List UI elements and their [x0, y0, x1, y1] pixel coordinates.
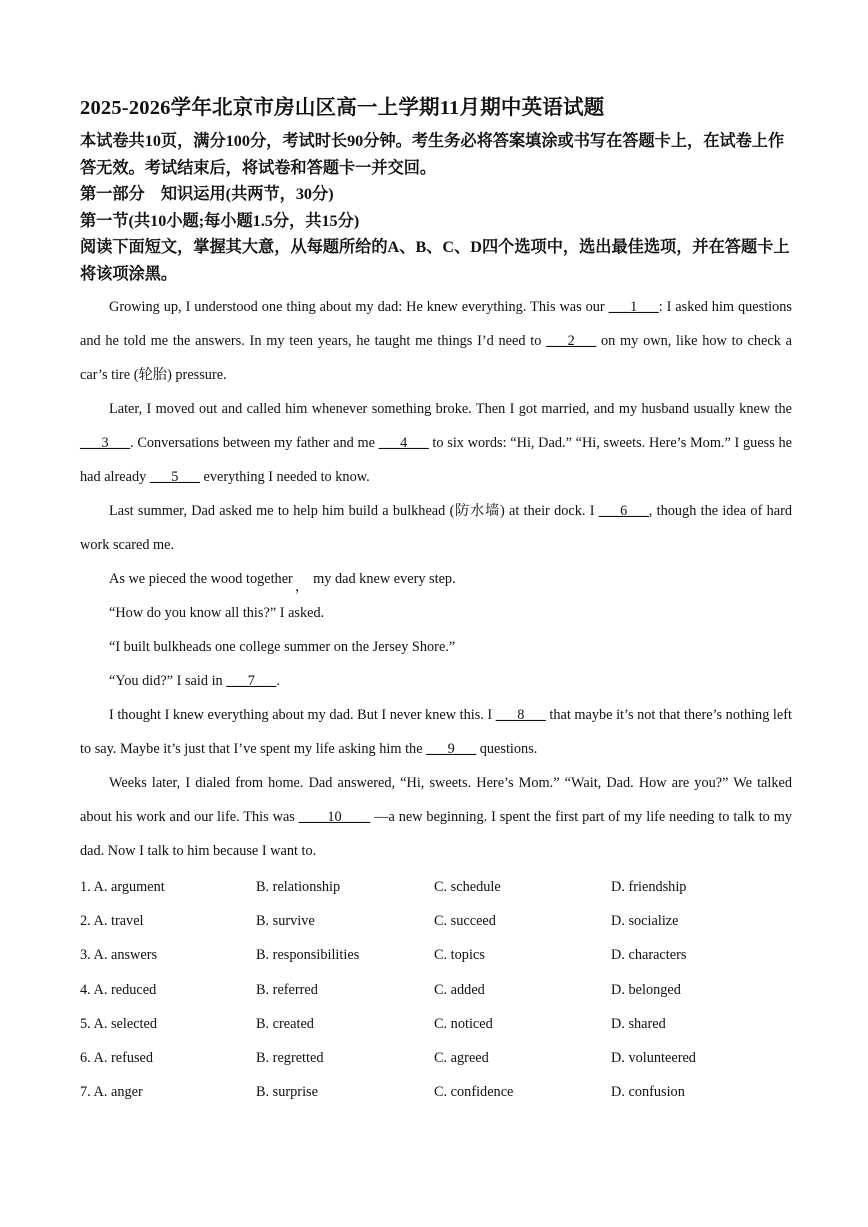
exam-notice: 本试卷共10页，满分100分，考试时长90分钟。考生务必将答案填涂或书写在答题卡上，在试卷上作答无效。考试结束后，将试卷和答题卡一并交回。: [80, 132, 785, 177]
cloze-passage: [80, 290, 792, 868]
blank-2: ___2___: [546, 333, 597, 349]
section-heading: 第一节(共10小题;每小题1.5分，共15分): [80, 211, 360, 230]
passage-paragraph: [80, 698, 792, 766]
option-c: C. succeed: [434, 913, 496, 930]
passage-text: on my own, like how to check a car’s tire (轮胎) pressure.: [80, 333, 792, 383]
option-row: [80, 982, 792, 1016]
option-row: [80, 879, 792, 913]
option-row: [80, 1050, 792, 1084]
comma-mark: ，: [294, 579, 310, 595]
answer-options: [80, 879, 792, 1118]
passage-paragraph: “How do you know all this?” I asked.: [109, 605, 325, 621]
blank-9: ___9___: [426, 741, 477, 757]
passage-text: my dad knew every step.: [313, 571, 456, 587]
passage-text: questions.: [476, 741, 538, 757]
option-row: [80, 1016, 792, 1050]
option-a: 5. A. selected: [80, 1015, 158, 1032]
blank-6: ___6___: [598, 503, 649, 519]
option-b: B. relationship: [256, 879, 341, 895]
blank-10: ____10____: [298, 809, 371, 825]
blank-3: ___3___: [80, 435, 131, 451]
passage-paragraph: [80, 766, 792, 868]
passage-text: “You did?” I said in: [109, 673, 227, 689]
passage-text: . Conversations between my father and me: [130, 435, 379, 451]
passage-paragraph: [80, 392, 792, 494]
option-c: C. agreed: [434, 1049, 489, 1066]
option-d: D. belonged: [611, 981, 681, 998]
exam-instructions: [80, 128, 794, 287]
passage-text: I thought I knew everything about my dad. But I never knew this. I: [109, 707, 496, 723]
section-directions: 阅读下面短文，掌握其大意，从每题所给的A、B、C、D四个选项中，选出最佳选项，并在答题卡上将该项涂黑。: [80, 238, 790, 283]
option-row: [80, 1084, 792, 1118]
passage-text: Growing up, I understood one thing about my dad: He knew everything. This was our: [109, 299, 609, 315]
passage-text: As we pieced the wood together: [109, 571, 293, 587]
passage-paragraph: [80, 664, 792, 698]
option-b: B. responsibilities: [256, 947, 360, 964]
passage-text: that maybe it’s not that there’s nothing left to say. Maybe it’s just that I’ve spent my life asking him the: [80, 707, 792, 757]
blank-1: ___1___: [608, 299, 659, 315]
blank-7: ___7___: [226, 673, 277, 689]
option-a: 3. A. answers: [80, 947, 158, 964]
passage-text: Weeks later, I dialed from home. Dad answered, “Hi, sweets. Here’s Mom.” “Wait, Dad. How are you?” We talked about his work and our life. This was: [80, 775, 792, 825]
passage-paragraph: [80, 290, 792, 392]
passage-text: Later, I moved out and called him whenever something broke. Then I got married, and my husband usually knew the: [109, 401, 792, 417]
option-c: C. topics: [434, 947, 485, 964]
blank-4: ___4___: [378, 435, 429, 451]
passage-paragraph: [80, 562, 792, 596]
option-b: B. regretted: [256, 1049, 324, 1066]
passage-text: : I asked him questions and he told me the answers. In my teen years, he taught me things I’d need to: [80, 299, 792, 349]
option-a: 2. A. travel: [80, 913, 144, 930]
option-row: [80, 947, 792, 981]
option-d: D. characters: [611, 947, 687, 964]
option-d: D. volunteered: [611, 1049, 696, 1066]
option-a: 7. A. anger: [80, 1084, 143, 1101]
option-d: D. confusion: [611, 1084, 685, 1101]
passage-text: —a new beginning. I spent the first part of my life needing to talk to my dad. Now I talk to him because I want to.: [80, 809, 792, 859]
passage-paragraph: [80, 494, 792, 562]
option-row: [80, 913, 792, 947]
passage-text: to six words: “Hi, Dad.” “Hi, sweets. Here’s Mom.” I guess he had already: [80, 435, 792, 485]
option-d: D. friendship: [611, 879, 687, 895]
option-c: C. added: [434, 981, 485, 998]
passage-text: everything I needed to know.: [199, 469, 370, 485]
passage-paragraph: “I built bulkheads one college summer on the Jersey Shore.”: [109, 639, 456, 655]
option-c: C. schedule: [434, 879, 501, 895]
option-a: 4. A. reduced: [80, 981, 157, 998]
part-heading: 第一部分 知识运用(共两节，30分): [80, 185, 334, 203]
option-d: D. shared: [611, 1015, 666, 1032]
option-b: B. created: [256, 1015, 314, 1032]
page-title: 2025-2026学年北京市房山区高一上学期11月期中英语试题: [80, 97, 605, 119]
option-a: 6. A. refused: [80, 1049, 154, 1066]
passage-text: , though the idea of hard work scared me.: [80, 503, 792, 553]
option-d: D. socialize: [611, 913, 679, 930]
option-b: B. survive: [256, 913, 315, 930]
blank-5: ___5___: [149, 469, 200, 485]
option-b: B. referred: [256, 981, 318, 998]
option-b: B. surprise: [256, 1084, 318, 1101]
passage-text: .: [276, 673, 280, 689]
option-c: C. noticed: [434, 1015, 493, 1032]
passage-text: Last summer, Dad asked me to help him build a bulkhead (防水墙) at their dock. I: [109, 503, 599, 519]
option-a: 1. A. argument: [80, 879, 165, 895]
option-c: C. confidence: [434, 1084, 514, 1101]
blank-8: ___8___: [495, 707, 546, 723]
